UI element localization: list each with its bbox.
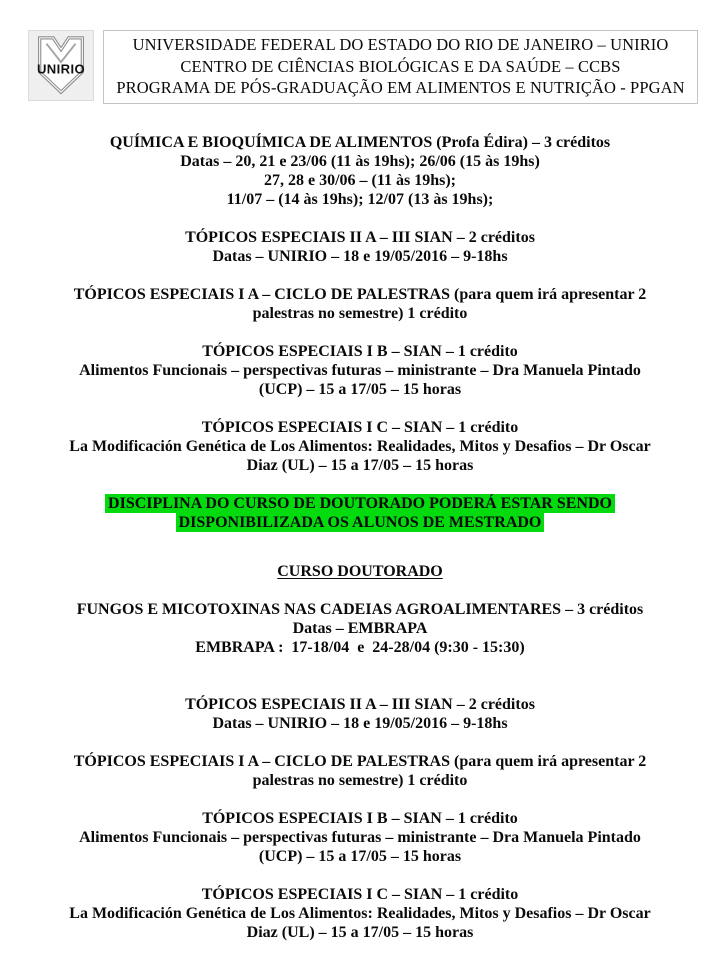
text-line [32, 562, 688, 581]
paragraph-topicos-especiais-1c-mestrado [32, 418, 688, 475]
text-line: TÓPICOS ESPECIAIS I C – SIAN – 1 crédito [201, 418, 519, 436]
document-body [0, 133, 720, 942]
highlighted-text: DISCIPLINA DO CURSO DE DOUTORADO PODERÁ ESTAR SENDO [105, 494, 615, 513]
underlined-heading-text: CURSO DOUTORADO [277, 562, 443, 580]
paragraph-topicos-especiais-1c-doutorado [32, 885, 688, 942]
text-line: (UCP) – 15 a 17/05 – 15 horas [258, 380, 462, 398]
text-line: Alimentos Funcionais – perspectivas futuras – ministrante – Dra Manuela Pintado [79, 828, 641, 846]
paragraph-aviso-disciplina-doutorado [32, 494, 688, 532]
paragraph-topicos-especiais-2a-doutorado [32, 695, 688, 733]
text-line: palestras no semestre) 1 crédito [252, 771, 468, 789]
text-line: TÓPICOS ESPECIAIS I A – CICLO DE PALESTRAS (para quem irá apresentar 2 [73, 752, 647, 770]
text-line: TÓPICOS ESPECIAIS II A – III SIAN – 2 créditos [185, 695, 535, 713]
text-line: EMBRAPA : 17-18/04 e 24-28/04 (9:30 - 15:30) [195, 638, 525, 656]
text-line [32, 494, 688, 513]
institution-center: CENTRO DE CIÊNCIAS BIOLÓGICAS E DA SAÚDE – CCBS [180, 56, 621, 76]
institution-program: PROGRAMA DE PÓS-GRADUAÇÃO EM ALIMENTOS E NUTRIÇÃO - PPGAN [116, 78, 685, 97]
text-line: La Modificación Genética de Los Alimentos: Realidades, Mitos y Desafios – Dr Oscar [69, 904, 651, 922]
text-line: (UCP) – 15 a 17/05 – 15 horas [258, 847, 462, 865]
text-line: Datas – EMBRAPA [292, 619, 428, 637]
text-line: Diaz (UL) – 15 a 17/05 – 15 horas [246, 456, 474, 474]
text-line: Alimentos Funcionais – perspectivas futuras – ministrante – Dra Manuela Pintado [79, 361, 641, 379]
unirio-logo [28, 30, 94, 101]
text-line: Datas – UNIRIO – 18 e 19/05/2016 – 9-18hs [212, 714, 508, 732]
paragraph-quimica-bioquimica [32, 133, 688, 209]
paragraph-topicos-especiais-1b-mestrado [32, 342, 688, 399]
paragraph-curso-doutorado-heading [32, 562, 688, 581]
paragraph-topicos-especiais-1a-doutorado [32, 752, 688, 790]
university-header [28, 30, 698, 104]
text-line: 11/07 – (14 às 19hs); 12/07 (13 às 19hs); [226, 190, 494, 208]
text-line: palestras no semestre) 1 crédito [252, 304, 468, 322]
text-line: TÓPICOS ESPECIAIS I B – SIAN – 1 crédito [202, 342, 518, 360]
institution-name: UNIVERSIDADE FEDERAL DO ESTADO DO RIO DE JANEIRO – UNIRIO [132, 35, 669, 54]
text-line: Datas – UNIRIO – 18 e 19/05/2016 – 9-18hs [212, 247, 508, 265]
logo-text: UNIRIO [36, 61, 86, 77]
paragraph-topicos-especiais-2a-mestrado [32, 228, 688, 266]
text-line: QUÍMICA E BIOQUÍMICA DE ALIMENTOS (Profa Édira) – 3 créditos [109, 133, 611, 151]
text-line: TÓPICOS ESPECIAIS I C – SIAN – 1 crédito [201, 885, 519, 903]
text-line: FUNGOS E MICOTOXINAS NAS CADEIAS AGROALIMENTARES – 3 créditos [76, 600, 644, 618]
text-line: TÓPICOS ESPECIAIS II A – III SIAN – 2 créditos [185, 228, 535, 246]
text-line: La Modificación Genética de Los Alimentos: Realidades, Mitos y Desafios – Dr Oscar [69, 437, 651, 455]
paragraph-topicos-especiais-1a-mestrado [32, 285, 688, 323]
text-line [32, 513, 688, 532]
unirio-emblem-icon [29, 31, 93, 100]
text-line: Diaz (UL) – 15 a 17/05 – 15 horas [246, 923, 474, 941]
text-line: Datas – 20, 21 e 23/06 (11 às 19hs); 26/06 (15 às 19hs) [180, 152, 540, 170]
paragraph-fungos-micotoxinas [32, 600, 688, 657]
text-line: 27, 28 e 30/06 – (11 às 19hs); [264, 171, 456, 189]
highlighted-text: DISPONIBILIZADA OS ALUNOS DE MESTRADO [176, 513, 545, 532]
text-line: TÓPICOS ESPECIAIS I B – SIAN – 1 crédito [202, 809, 518, 827]
institution-title-box [103, 30, 698, 104]
paragraph-topicos-especiais-1b-doutorado [32, 809, 688, 866]
text-line: TÓPICOS ESPECIAIS I A – CICLO DE PALESTRAS (para quem irá apresentar 2 [73, 285, 647, 303]
